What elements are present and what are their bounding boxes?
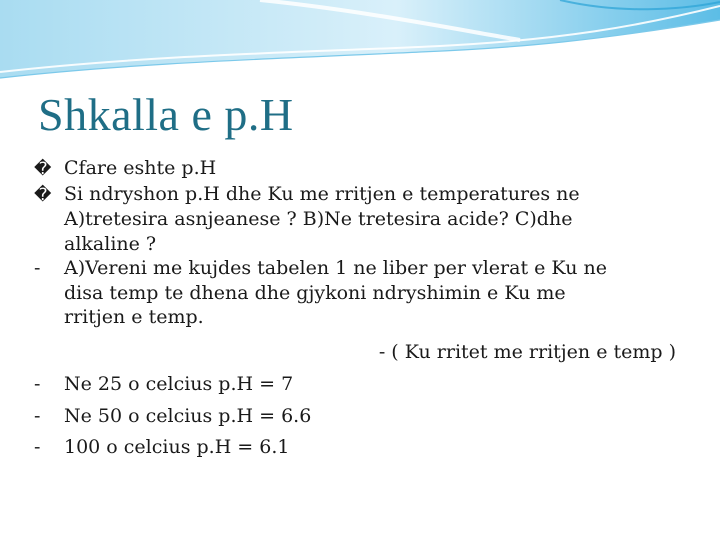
question-1-text: Cfare eshte p.H	[64, 157, 217, 179]
question-1	[34, 156, 694, 182]
dash-marker: -	[34, 436, 41, 458]
instruction-text-1: A)Vereni me kujdes tabelen 1 ne liber per vlerat e Ku ne	[64, 257, 607, 279]
question-2-continuation-2: alkaline ?	[64, 232, 157, 255]
instruction-line-2: disa temp te dhena dhe gjykoni ndryshimin e Ku me	[64, 281, 566, 304]
dash-marker: -	[34, 257, 41, 279]
observation-note: - ( Ku rritet me rritjen e temp )	[378, 340, 676, 363]
bullet-placeholder-icon: �	[34, 159, 52, 179]
header-wave-decoration	[0, 0, 720, 100]
result-item	[34, 435, 694, 460]
result-item	[34, 372, 694, 397]
instruction-line-1	[34, 256, 694, 281]
slide-title: Shkalla e p.H	[38, 89, 294, 140]
dash-marker: -	[34, 404, 41, 427]
question-2-text: Si ndryshon p.H dhe Ku me rritjen e temperatures ne	[64, 182, 580, 205]
result-text: 100 o celcius p.H = 6.1	[64, 436, 290, 458]
question-2	[34, 182, 694, 208]
result-text: Ne 25 o celcius p.H = 7	[64, 373, 294, 395]
instruction-line-3: rritjen e temp.	[64, 306, 204, 328]
bullet-placeholder-icon: �	[34, 184, 52, 205]
result-text: Ne 50 o celcius p.H = 6.6	[64, 404, 312, 427]
result-item	[34, 404, 694, 429]
dash-marker: -	[34, 373, 41, 395]
slide-body	[34, 156, 694, 467]
question-2-continuation-1: A)tretesira asnjeanese ? B)Ne tretesira acide? C)dhe	[64, 208, 573, 230]
